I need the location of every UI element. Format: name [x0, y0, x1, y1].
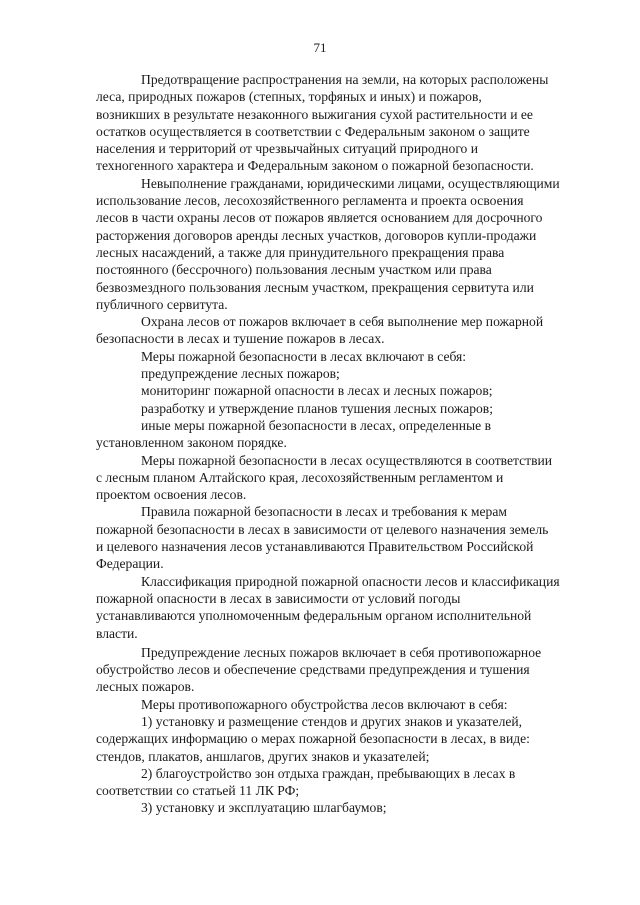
paragraph: Меры пожарной безопасности в лесах осуществляются в соответствии с лесным планом Алтайского края, лесохозяйственным регламентом и проектом освоения лесов. — [96, 452, 553, 503]
paragraph: Классификация природной пожарной опасности лесов и классификация пожарной опасности в лесах в зависимости от условий погоды устанавливаются уполномоченным федеральным органом исполнительной власти. — [96, 573, 560, 641]
list-item: разработку и утверждение планов тушения лесных пожаров; — [141, 400, 493, 416]
paragraph: Предотвращение распространения на земли, на которых расположены леса, природных пожаров (степных, торфяных и иных) и пожаров, возникших в результате незаконного выжигания сухой растительности и ее остатков осуществляется в соответствии с Федеральным законом о защите населения и территорий от чрезвычайных ситуаций природного и техногенного характера и Федеральным законом о пожарной безопасности. — [96, 72, 549, 174]
document-body — [96, 71, 602, 817]
page-number: 71 — [313, 40, 327, 55]
list-item: 2) благоустройство зон отдыха граждан, пребывающих в лесах в соответствии со статьей 11 ЛК РФ; — [96, 765, 516, 799]
paragraph: Правила пожарной безопасности в лесах и требования к мерам пожарной безопасности в лесах в зависимости от целевого назначения земель и целевого назначения лесов устанавливаются Правительством Российской Федерации. — [96, 504, 549, 572]
paragraph: Невыполнение гражданами, юридическими лицами, осуществляющими использование лесов, лесохозяйственного регламента и проекта освоения лесов в части охраны лесов от пожаров является основанием для досрочного расторжения договоров аренды лесных участков, договоров купли-продажи лесных насаждений, а также для принудительного прекращения права постоянного (бессрочного) пользования лесным участком или права безвозмездного пользования лесным участком, прекращения сервитута или публичного сервитута. — [96, 175, 560, 312]
list-item: предупреждение лесных пожаров; — [141, 366, 340, 382]
paragraph: Меры пожарной безопасности в лесах включают в себя: — [141, 348, 467, 364]
paragraph: Охрана лесов от пожаров включает в себя выполнение мер пожарной безопасности в лесах и тушение пожаров в лесах. — [96, 314, 544, 347]
list-item: 3) установку и эксплуатацию шлагбаумов; — [141, 800, 387, 816]
list-item: мониторинг пожарной опасности в лесах и лесных пожаров; — [141, 383, 493, 399]
list-item: 1) установку и размещение стендов и других знаков и указателей, содержащих информацию о мерах пожарной безопасности в лесах, в виде: стендов, плакатов, аншлагов, других знаков и указателей; — [96, 713, 530, 764]
list-item: иные меры пожарной безопасности в лесах, определенные в установленном законом порядке. — [96, 417, 492, 451]
paragraph: Меры противопожарного обустройства лесов включают в себя: — [141, 696, 508, 712]
paragraph: Предупреждение лесных пожаров включает в себя противопожарное обустройство лесов и обеспечение средствами предупреждения и тушения лесных пожаров. — [96, 644, 542, 695]
